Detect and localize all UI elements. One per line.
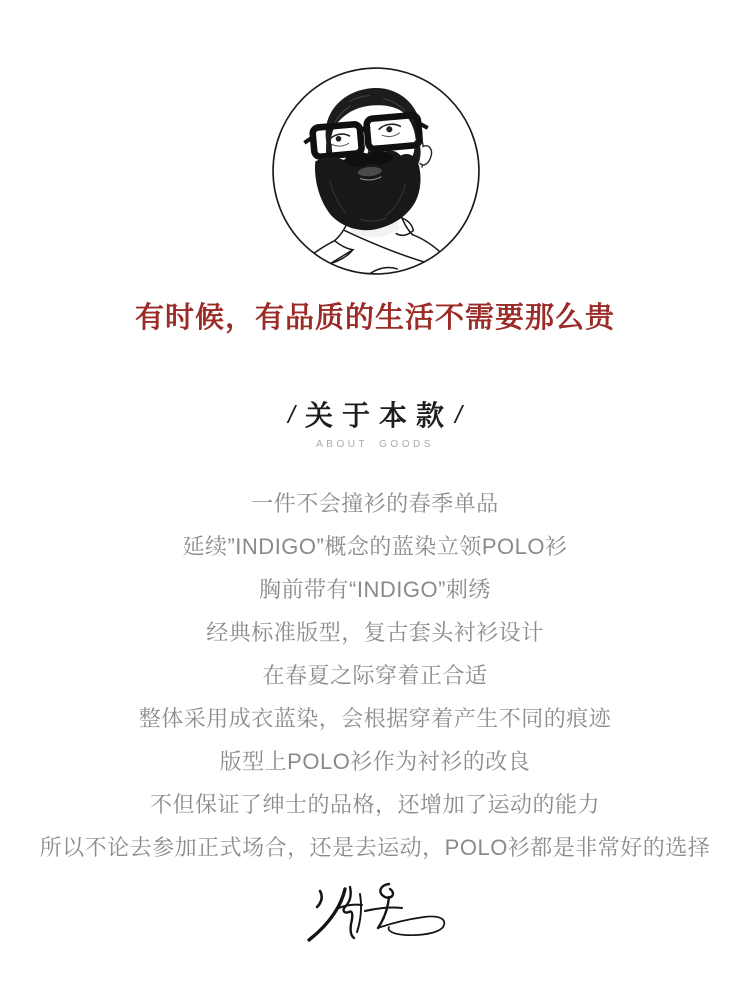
description-line: 一件不会撞衫的春季单品 [251, 491, 499, 516]
description-line: 版型上POLO衫作为衬衫的改良 [219, 749, 531, 774]
description-line: 经典标准版型，复古套头衬衫设计 [206, 620, 544, 645]
description-line: 不但保证了绅士的品格，还增加了运动的能力 [149, 792, 600, 817]
signature [292, 872, 464, 964]
description-line: 在春夏之际穿着正合适 [262, 663, 488, 688]
headline: 有时候，有品质的生活不需要那么贵 [134, 302, 615, 334]
description-line: 延续”INDIGO”概念的蓝染立领POLO衫 [182, 534, 568, 559]
brand-avatar [270, 66, 482, 278]
description-line: 所以不论去参加正式场合，还是去运动，POLO衫都是非常好的选择 [39, 835, 711, 860]
section-title-text: 关于本款 [304, 400, 453, 431]
slash-right-decor: / [455, 401, 462, 429]
section-subtitle: ABOUT GOODS [316, 439, 434, 450]
description [0, 482, 750, 869]
bearded-man-portrait-icon [270, 66, 482, 278]
section-title [0, 397, 750, 436]
description-line: 整体采用成衣蓝染，会根据穿着产生不同的痕迹 [138, 706, 612, 731]
description-line: 胸前带有“INDIGO”刺绣 [259, 577, 491, 602]
slash-left-decor: / [288, 401, 295, 429]
handwritten-signature-icon [292, 872, 464, 964]
